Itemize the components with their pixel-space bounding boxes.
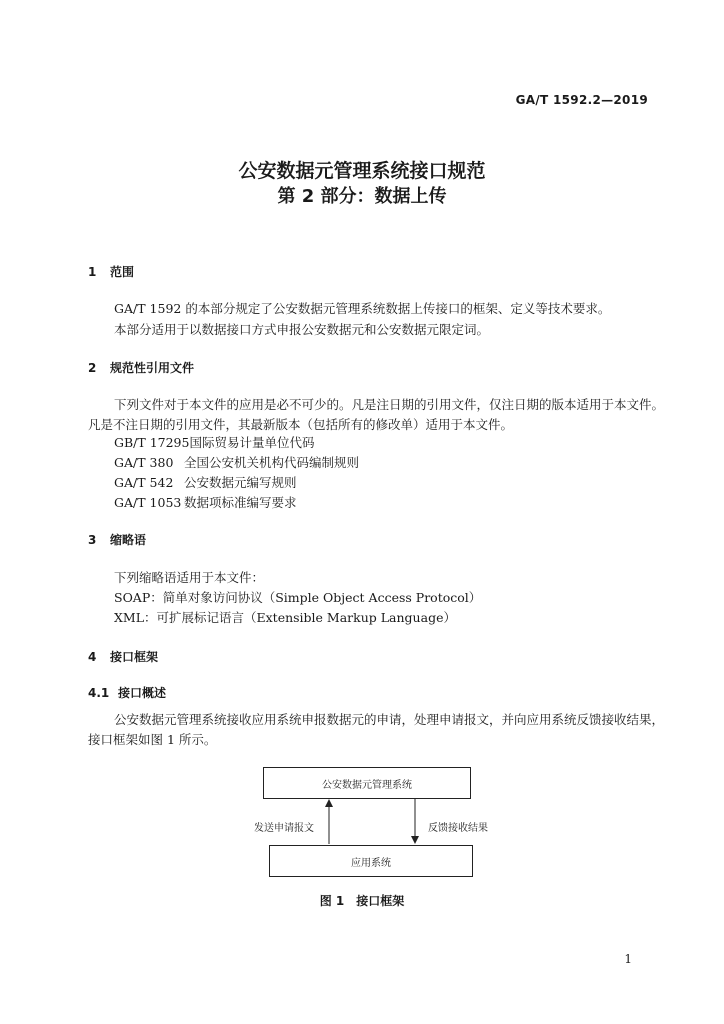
section-1-heading — [88, 263, 134, 280]
feedback-result-label: 反馈接收结果 — [428, 823, 488, 834]
standard-code: GA/T 1592.2—2019 — [515, 93, 648, 107]
section-4-1-paragraph: 公安数据元管理系统接收应用系统申报数据元的申请，处理申请报文，并向应用系统反馈接收结果，接口框架如图 1 所示。 — [88, 712, 665, 747]
reference-code: GA/T 380 — [114, 455, 174, 470]
section-4-heading — [88, 648, 158, 665]
page-number: 1 — [624, 952, 632, 966]
top-box-data-element-system — [263, 767, 471, 799]
section-number: 2 — [88, 361, 97, 375]
document-title: 公安数据元管理系统接口规范 — [238, 160, 486, 182]
section-number: 4.1 — [88, 686, 110, 700]
section-2-paragraph: 下列文件对于本文件的应用是必不可少的。凡是注日期的引用文件，仅注日期的版本适用于本文件。凡是不注日期的引用文件，其最新版本（包括所有的修改单）适用于本文件。 — [88, 397, 665, 432]
reference-item — [114, 473, 297, 491]
section-1-paragraph-2: 本部分适用于以数据接口方式申报公安数据元和公安数据元限定词。 — [114, 322, 490, 337]
section-4-1-heading — [88, 684, 166, 701]
reference-item — [114, 453, 359, 471]
reference-item — [114, 493, 297, 511]
reference-title: 国际贸易计量单位代码 — [189, 435, 315, 450]
section-2-heading — [88, 359, 194, 376]
send-request-label: 发送申请报文 — [254, 823, 314, 834]
abbreviation-item: XML：可扩展标记语言（Extensible Markup Language） — [114, 610, 456, 625]
reference-item — [114, 433, 314, 451]
figure-caption: 图 1 接口框架 — [319, 894, 405, 908]
reference-code: GA/T 542 — [114, 475, 174, 490]
down-arrow — [411, 799, 419, 844]
section-title: 缩略语 — [110, 533, 147, 547]
up-arrow — [325, 799, 333, 844]
document-subtitle: 第 2 部分：数据上传 — [277, 186, 447, 207]
section-number: 4 — [88, 650, 97, 664]
reference-title: 全国公安机关机构代码编制规则 — [184, 455, 360, 470]
section-1-paragraph-1: GA/T 1592 的本部分规定了公安数据元管理系统数据上传接口的框架、定义等技术要求。 — [114, 301, 611, 316]
section-number: 3 — [88, 533, 97, 547]
section-3-heading — [88, 531, 146, 548]
reference-code: GA/T 1053 — [114, 495, 182, 510]
section-title: 接口概述 — [118, 686, 167, 700]
section-number: 1 — [88, 265, 97, 279]
section-title: 规范性引用文件 — [110, 361, 195, 375]
abbreviation-item: SOAP：简单对象访问协议（Simple Object Access Protocol） — [114, 590, 482, 605]
reference-title: 数据项标准编写要求 — [184, 495, 297, 510]
section-title: 接口框架 — [110, 650, 159, 664]
bottom-box-application-system — [269, 845, 473, 877]
section-3-intro: 下列缩略语适用于本文件： — [114, 570, 265, 585]
reference-title: 公安数据元编写规则 — [184, 475, 297, 490]
reference-code: GB/T 17295 — [114, 435, 190, 450]
top-box-label: 公安数据元管理系统 — [322, 779, 412, 791]
section-title: 范围 — [110, 265, 135, 279]
bottom-box-label: 应用系统 — [351, 857, 391, 869]
